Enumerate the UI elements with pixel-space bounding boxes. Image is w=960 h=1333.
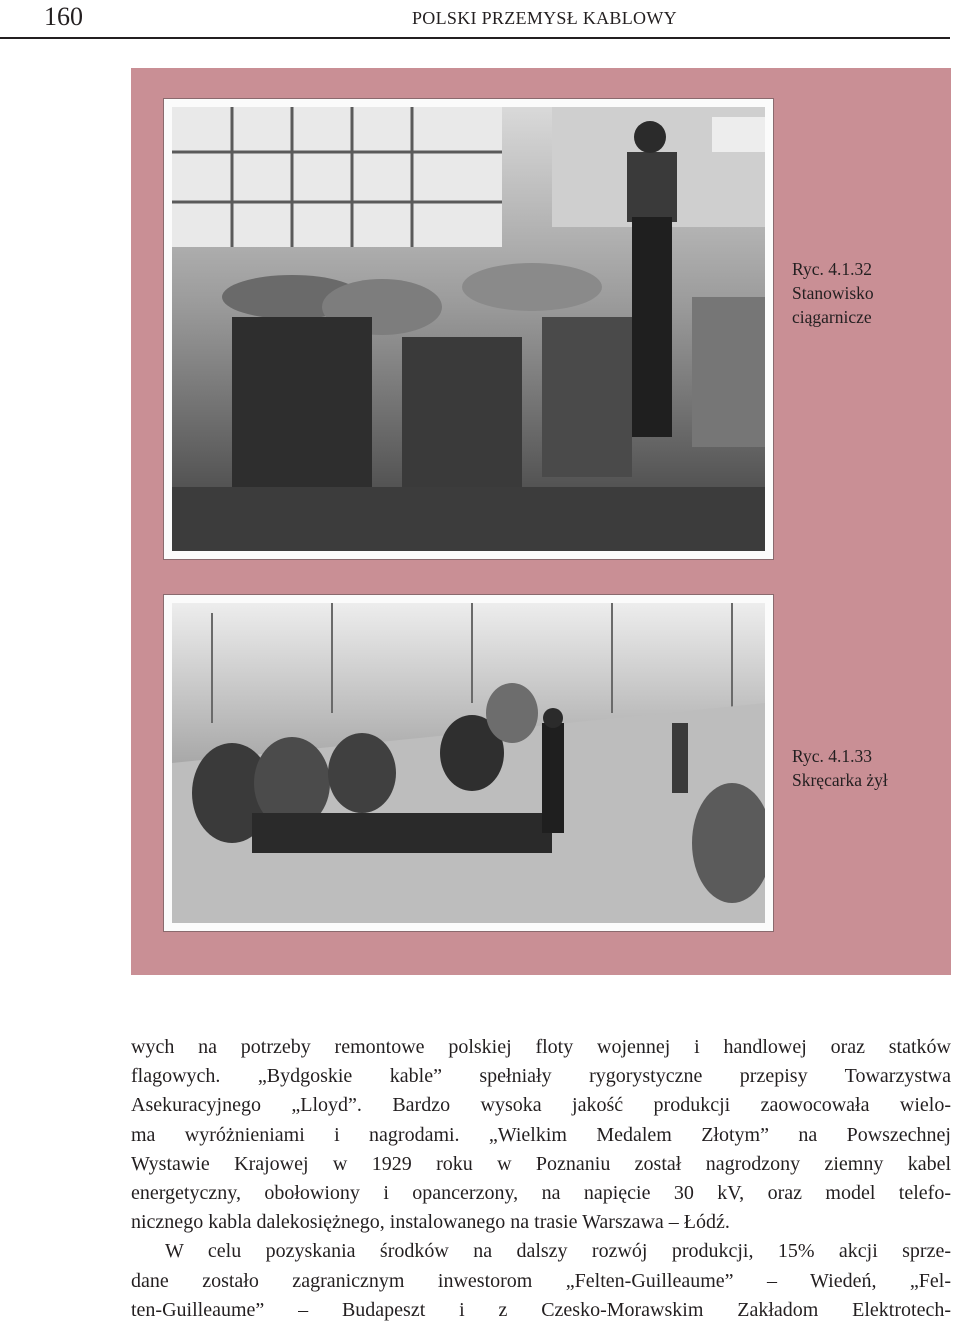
- photo-wire-drawing-station: [172, 107, 765, 551]
- paragraph-2: [131, 1237, 951, 1325]
- text-line: W celu pozyskania środków na dalszy rozwój produkcji, 15% akcji sprze-: [165, 1240, 951, 1263]
- text-line: wych na potrzeby remontowe polskiej floty wojennej i handlowej oraz statków: [131, 1036, 951, 1058]
- caption-ryc-4-1-33: [792, 744, 888, 792]
- text-line: nicznego kabla dalekosiężnego, instalowanego na trasie Warszawa – Łódź.: [131, 1211, 730, 1234]
- text-line: dane zostało zagranicznym inwestorom „Felten-Guilleaume” – Wiedeń, „Fel-: [131, 1269, 951, 1292]
- caption-line: Stanowisko: [792, 283, 874, 303]
- caption-ryc-4-1-32: [792, 257, 874, 329]
- caption-line: ciągarnicze: [792, 307, 872, 327]
- running-head: POLSKI PRZEMYSŁ KABLOWY: [412, 8, 677, 28]
- photo-core-stranding-machine: [172, 603, 765, 923]
- text-line: ten-Guilleaume” – Budapeszt i z Czesko-Morawskim Zakładom Elektrotech-: [131, 1298, 951, 1321]
- page-number: 160: [44, 2, 83, 31]
- text-line: Wystawie Krajowej w 1929 roku w Poznaniu został nagrodzony ziemny kabel: [131, 1152, 951, 1175]
- caption-number: Ryc. 4.1.32: [792, 259, 872, 279]
- paragraph-1: [131, 1033, 951, 1237]
- text-line: Asekuracyjnego „Lloyd”. Bardzo wysoka jakość produkcji zaowocowała wielo-: [131, 1094, 951, 1117]
- header-rule: [0, 37, 950, 39]
- text-line: energetyczny, obołowiony i opancerzony, na napięcie 30 kV, oraz model telefo-: [131, 1182, 951, 1205]
- caption-line: Skręcarka żył: [792, 770, 888, 790]
- photo-frame-wire-drawing: [163, 98, 774, 560]
- body-text: [131, 1033, 951, 1325]
- text-line: ma wyróżnieniami i nagrodami. „Wielkim Medalem Złotym” na Powszechnej: [131, 1123, 951, 1146]
- text-line: flagowych. „Bydgoskie kable” spełniały rygorystyczne przepisy Towarzystwa: [131, 1065, 951, 1088]
- photo-frame-stranding: [163, 594, 774, 932]
- caption-number: Ryc. 4.1.33: [792, 746, 872, 766]
- figure-panel: [131, 68, 951, 975]
